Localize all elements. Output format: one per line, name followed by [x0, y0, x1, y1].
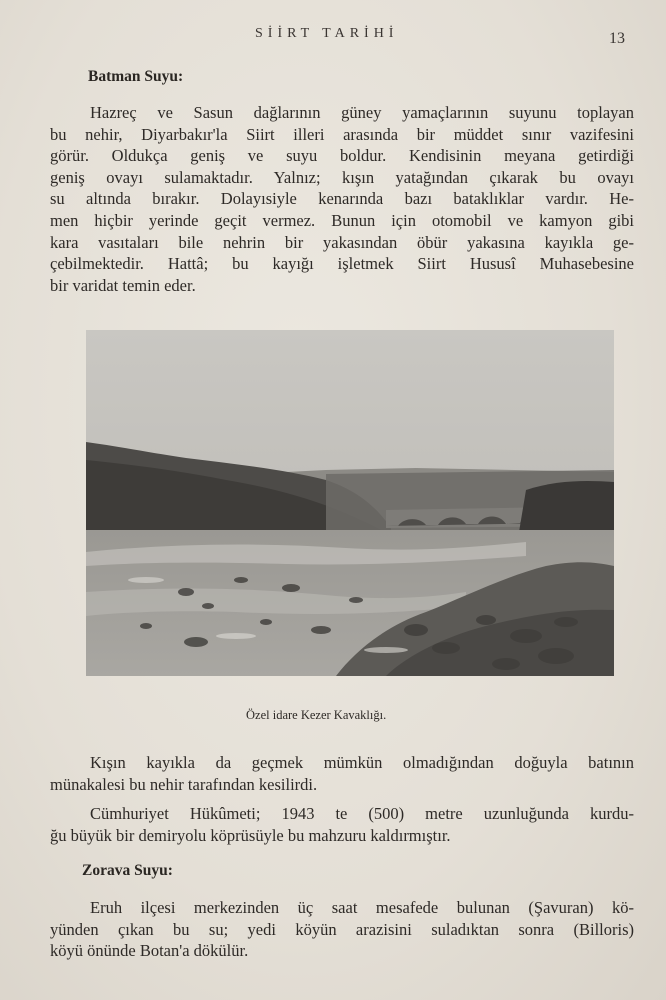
text-line: men hiçbir yerinde geçit vermez. Bunun için otomobil ve kamyon gibi: [50, 210, 634, 230]
text-line: köyü önünde Botan'a dökülür.: [50, 941, 249, 961]
text-line: Hazreç ve Sasun dağlarının güney yamaçlarının suyunu toplayan: [90, 103, 634, 122]
river-bridge-photo: [86, 330, 614, 676]
running-title: SİİRT TARİHİ: [255, 26, 399, 41]
text-line: su altında bırakır. Dolayısiyle kenarında bazı bataklıklar vardır. He-: [50, 189, 634, 209]
paragraph-zorava: [50, 897, 634, 962]
text-line: Kışın kayıkla da geçmek mümkün olmadığından doğuyla batının: [90, 753, 634, 772]
page-header: [0, 26, 666, 46]
text-line: bir varidat temin eder.: [50, 275, 196, 295]
text-line: çebilmektedir. Hattâ; bu kayığı işletmek Siirt Hususî Muhasebesine: [50, 254, 634, 274]
text-line: görür. Oldukça geniş ve suyu boldur. Kendisinin meyana getirdiği: [50, 146, 634, 166]
text-line: münakalesi bu nehir tarafından kesilirdi.: [50, 774, 318, 794]
photo-caption: Özel idare Kezer Kavaklığı.: [246, 708, 387, 722]
section-heading-batman: Batman Suyu:: [88, 68, 184, 85]
text-line: geniş ovayı sulamaktadır. Yalnız; kışın yatağından çıkarak bu ovayı: [50, 167, 634, 187]
text-line: kara vasıtaları bile nehrin bir yakasından öbür yakasına kayıkla ge-: [50, 232, 634, 252]
text-line: ğu büyük bir demiryolu köprüsüyle bu mahzuru kaldırmıştır.: [50, 825, 451, 845]
paragraph-winter: [50, 752, 634, 795]
text-line: yünden çıkan bu su; yedi köyün arazisini suladıktan sonra (Billoris): [50, 919, 634, 939]
photo-illustration: [86, 330, 614, 676]
paragraph-bridge: [50, 803, 634, 846]
text-line: bu nehir, Diyarbakır'la Siirt illeri arasında bir müddet sınır vazifesini: [50, 124, 634, 144]
paragraph-batman: [50, 102, 634, 296]
text-line: Eruh ilçesi merkezinden üç saat mesafede bulunan (Şavuran) kö-: [90, 898, 634, 917]
section-heading-zorava: Zorava Suyu:: [82, 862, 173, 879]
text-line: Cümhuriyet Hükûmeti; 1943 te (500) metre uzunluğunda kurdu-: [90, 804, 634, 823]
page-number: 13: [609, 30, 625, 47]
